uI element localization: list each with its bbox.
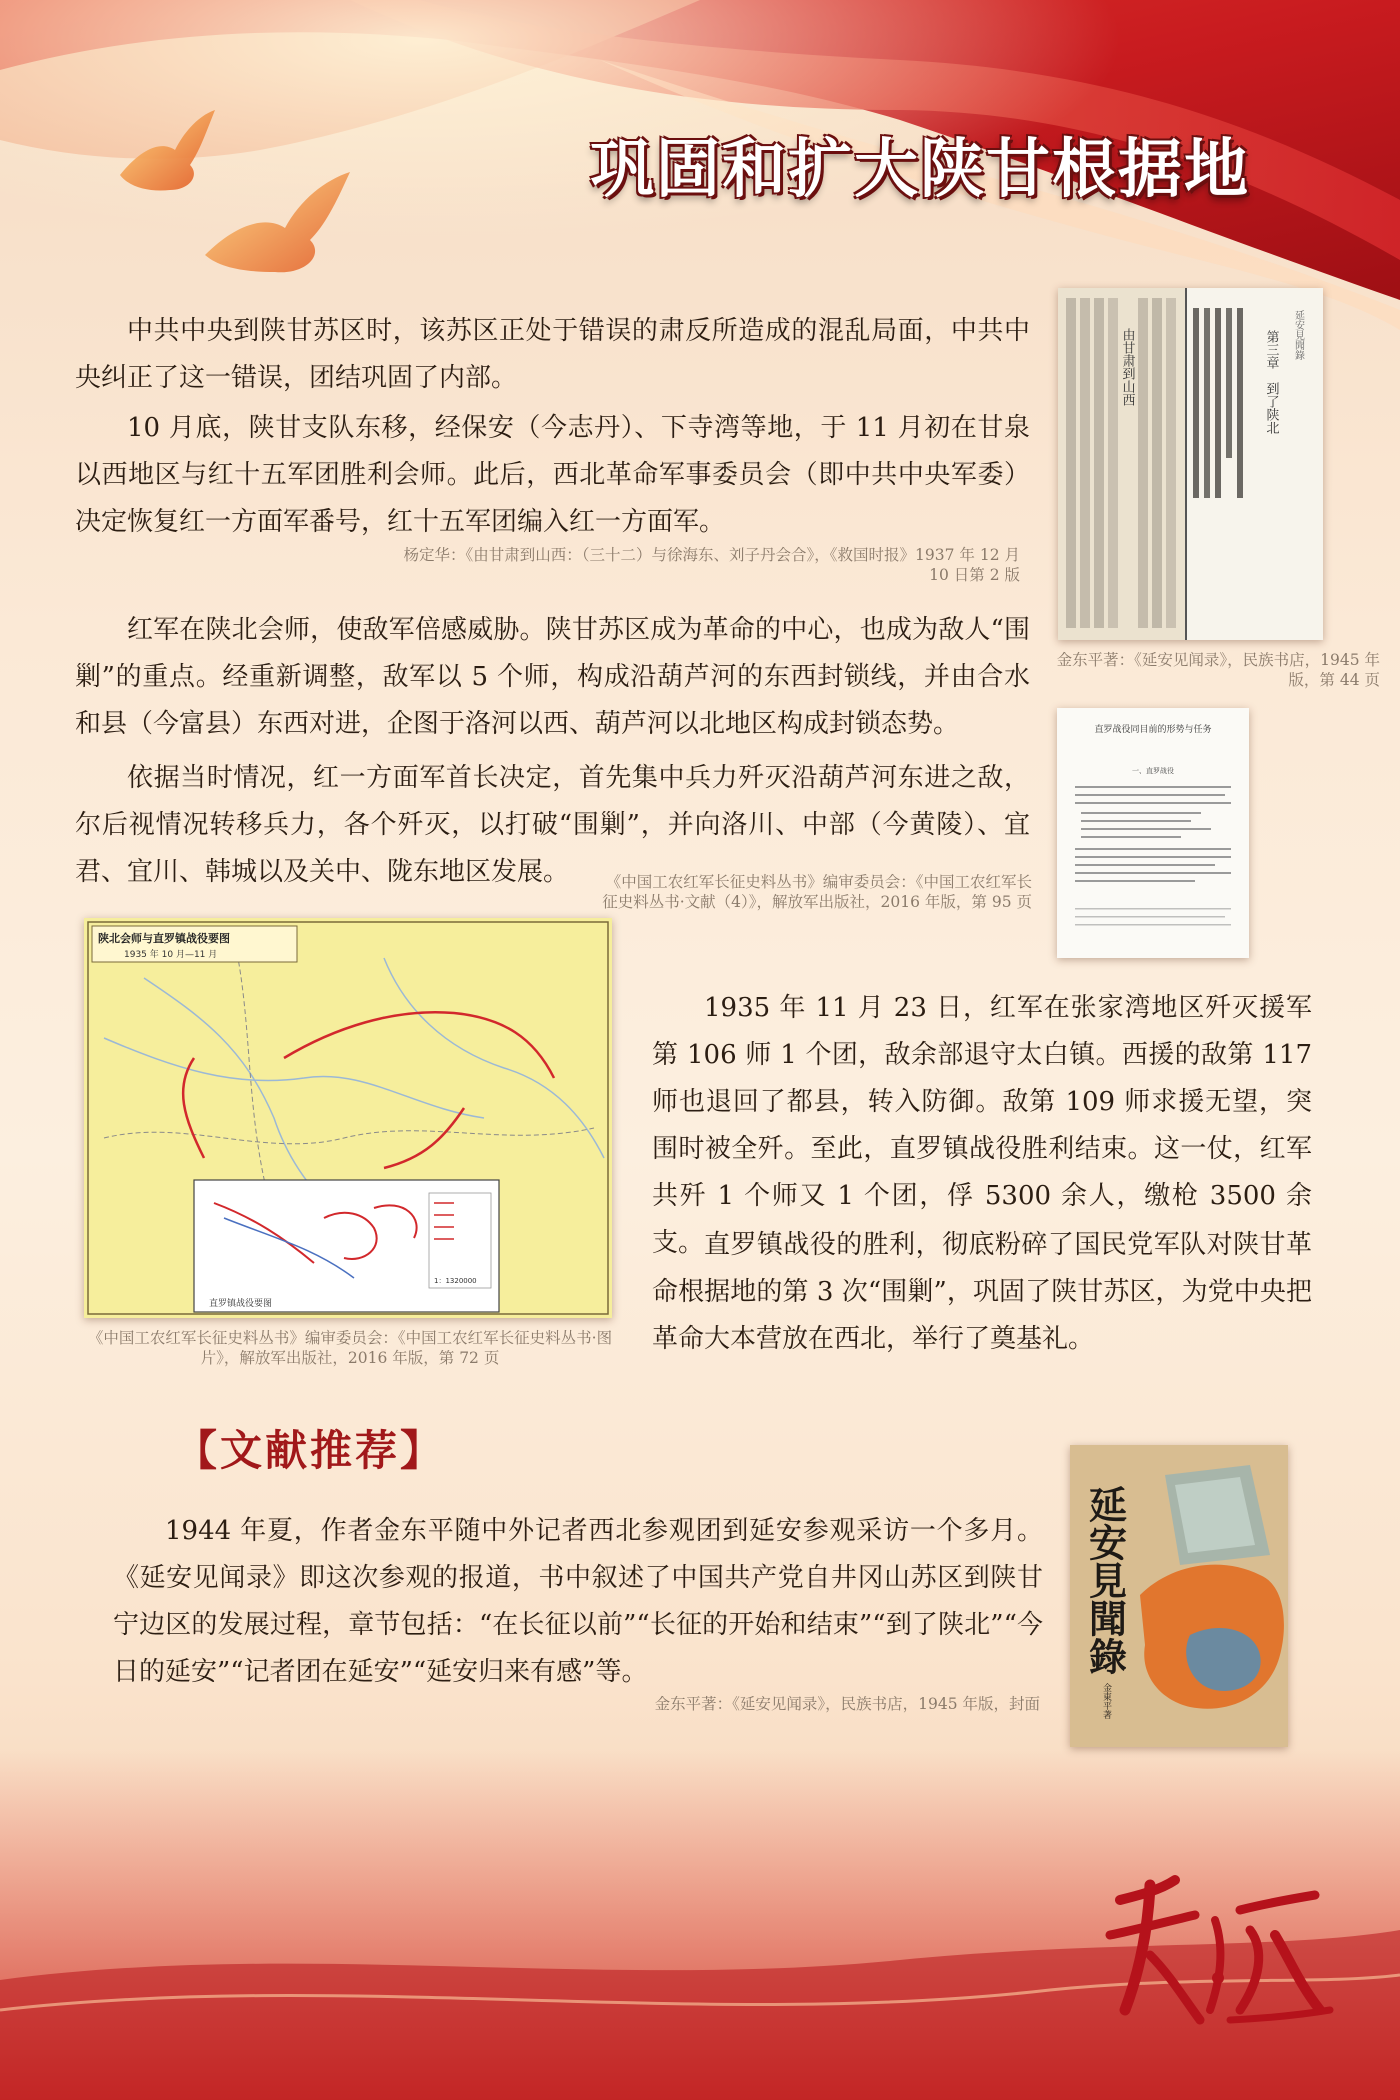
- newspaper-clipping-figure: [1058, 288, 1323, 640]
- caption-book-cover: 金东平著：《延安见闻录》，民族书店，1945 年版，封面: [654, 1695, 1040, 1713]
- newspaper-clipping-image: [1058, 288, 1323, 640]
- book-cover-title: 延安見聞錄: [1082, 1485, 1128, 1675]
- recommend-paragraph: 1944 年夏，作者金东平随中外记者西北参观团到延安参观采访一个多月。《延安见闻录》即这次参观的报道，书中叙述了中国共产党自井冈山苏区到陕甘宁边区的发展过程，章节包括：“在长征以前”“长征的开始和结束”“到了陕北”“今日的延安”“记者团在延安”“延安归来有感”等。: [113, 1516, 1043, 1687]
- paragraph-3: 红军在陕北会师，使敌军倍感威胁。陕甘苏区成为革命的中心，也成为敌人“围剿”的重点。经重新调整，敌军以 5 个师，构成沿葫芦河的东西封锁线，并由合水和县（今富县）东西对进，企图于洛河以西、葫芦河以北地区构成封锁态势。: [75, 615, 1030, 739]
- caption-newspaper: 杨定华：《由甘肃到山西：（三十二）与徐海东、刘子丹会合》，《救国时报》1937 年 12 月 10 日第 2 版: [403, 546, 1020, 584]
- document-title: 直罗战役同目前的形势与任务: [1094, 725, 1212, 735]
- page-title: 巩固和扩大陕甘根据地: [590, 133, 1250, 207]
- map-subtitle: 1935 年 10 月—11 月: [124, 950, 218, 960]
- book-page-header: 延安見聞錄: [1292, 310, 1304, 360]
- paragraph-5: 1935 年 11 月 23 日，红军在张家湾地区歼灭援军第 106 师 1 个团，敌余部退守太白镇。西援的敌第 117 师也退回了都县，转入防御。敌第 109 师求援无望，突围时被全歼。至此，直罗镇战役胜利结束。这一仗，红军共歼 1 个师又 1 个团，俘 5300 余人，缴枪 3500 余支。: [652, 993, 1312, 1258]
- changzheng-logo-image: [1090, 1860, 1340, 2040]
- book-cover-author: 金東平著: [1101, 1683, 1111, 1719]
- paragraph-4: 依据当时情况，红一方面军首长决定，首先集中兵力歼灭沿葫芦河东进之敌，尔后视情况转移兵力，各个歼灭，以打破“围剿”，并向洛川、中部（今黄陵）、宜君、宜川、韩城以及关中、陇东地区发展。: [75, 763, 1030, 887]
- caption-document: 《中国工农红军长征史料丛书》编审委员会：《中国工农红军长征史料丛书·文献（4）》，解放军出版社，2016 年版，第 95 页: [602, 873, 1032, 911]
- paragraph-6: 直罗镇战役的胜利，彻底粉碎了国民党军队对陕甘革命根据地的第 3 次“围剿”，巩固了陕甘苏区，为党中央把革命大本营放在西北，举行了奠基礼。: [652, 1230, 1312, 1354]
- battle-map-image: [84, 918, 612, 1318]
- document-section: 一、直罗战役: [1132, 767, 1174, 775]
- book-cover-image: [1070, 1445, 1288, 1747]
- caption-book-page: 金东平著：《延安见闻录》，民族书店，1945 年版，第 44 页: [1056, 651, 1380, 689]
- battle-map-figure: [84, 918, 612, 1318]
- map-title: 陕北会师与直罗镇战役要图: [98, 932, 230, 945]
- caption-map: 《中国工农红军长征史料丛书》编审委员会：《中国工农红军长征史料丛书·图片》，解放军出版社，2016 年版，第 72 页: [87, 1329, 613, 1367]
- changzheng-logo: [1090, 1860, 1340, 2040]
- map-inset-title: 直罗镇战役要图: [209, 1299, 273, 1309]
- paragraph-2: 10 月底，陕甘支队东移，经保安（今志丹）、下寺湾等地，于 11 月初在甘泉以西地区与红十五军团胜利会师。此后，西北革命军事委员会（即中共中央军委）决定恢复红一方面军番号，红十五军团编入红一方面军。: [75, 413, 1030, 537]
- recommend-heading: 【文献推荐】: [175, 1426, 446, 1475]
- book-cover-figure: [1070, 1445, 1288, 1747]
- document-page-image: [1057, 708, 1249, 958]
- newspaper-headline: 由甘肃到山西: [1119, 328, 1135, 406]
- map-scale: 1：1320000: [434, 1277, 477, 1285]
- document-page-figure: [1057, 708, 1249, 958]
- paragraph-1: 中共中央到陕甘苏区时，该苏区正处于错误的肃反所造成的混乱局面，中共中央纠正了这一错误，团结巩固了内部。: [75, 316, 1030, 393]
- book-page-chapter: 第三章 到了陕北: [1263, 330, 1279, 434]
